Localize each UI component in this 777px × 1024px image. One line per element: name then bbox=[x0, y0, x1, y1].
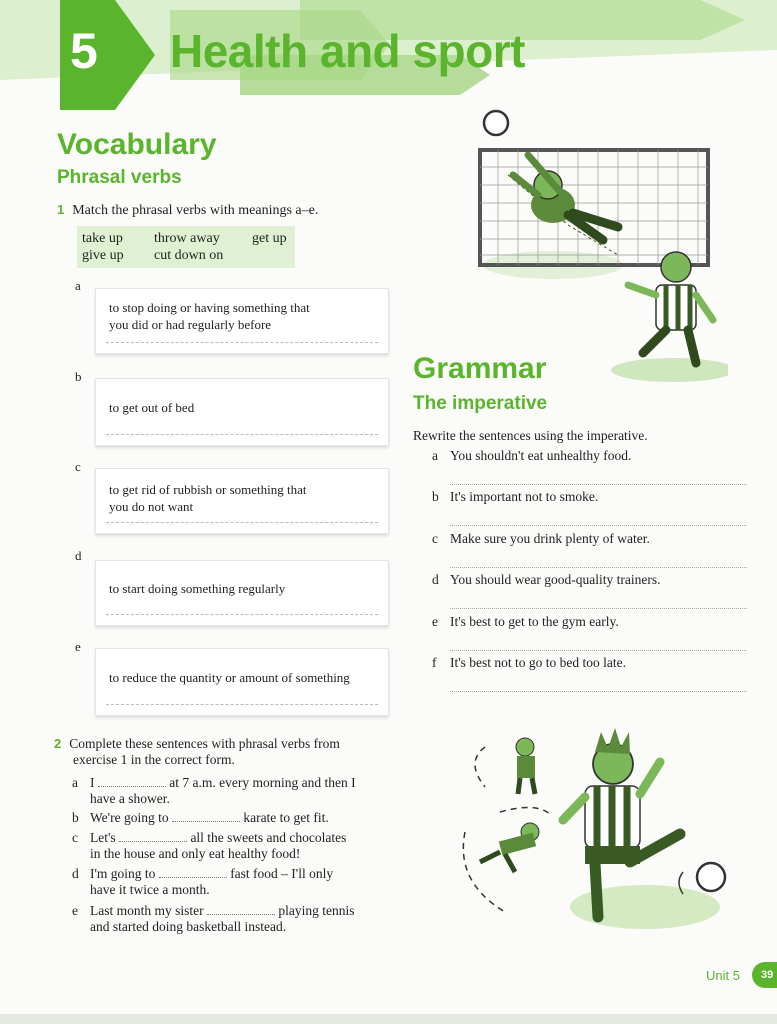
meaning-text: to get out of bed bbox=[109, 400, 195, 415]
grammar-heading: Grammar bbox=[413, 352, 547, 385]
grammar-item-b: b It's important not to smoke. bbox=[432, 489, 599, 504]
answer-line[interactable] bbox=[450, 525, 747, 526]
page-edge bbox=[0, 1014, 777, 1024]
grammar-item-d: d You should wear good-quality trainers. bbox=[432, 572, 661, 587]
answer-line[interactable] bbox=[450, 567, 747, 568]
grammar-instruction: Rewrite the sentences using the imperative. bbox=[413, 428, 648, 443]
meaning-card-a bbox=[95, 288, 389, 354]
fill-blank[interactable] bbox=[119, 841, 187, 842]
meaning-text: to stop doing or having something that you did or had regularly before bbox=[109, 300, 310, 332]
answer-line[interactable] bbox=[450, 608, 747, 609]
answer-line[interactable] bbox=[106, 614, 378, 615]
imperative-subheading: The imperative bbox=[413, 393, 548, 414]
answer-line[interactable] bbox=[106, 522, 378, 523]
item-letter: e bbox=[75, 639, 81, 654]
grammar-item-a: a You shouldn't eat unhealthy food. bbox=[432, 448, 632, 463]
exercise-1-instruction bbox=[57, 202, 318, 219]
answer-line[interactable] bbox=[450, 691, 747, 692]
exercise-number: 2 bbox=[54, 736, 62, 751]
fill-blank[interactable] bbox=[207, 914, 275, 915]
fill-blank[interactable] bbox=[159, 877, 227, 878]
meaning-card-c bbox=[95, 468, 389, 534]
grammar-item-f: f It's best not to go to bed too late. bbox=[432, 655, 627, 670]
meaning-card-b bbox=[95, 378, 389, 446]
footballer-kicking-ball-icon bbox=[445, 722, 735, 942]
fill-blank[interactable] bbox=[98, 786, 166, 787]
unit-label: Unit 5 bbox=[706, 968, 740, 983]
word-box bbox=[77, 226, 295, 268]
unit-title: Health and sport bbox=[170, 25, 525, 77]
meaning-text: to reduce the quantity or amount of something bbox=[109, 670, 350, 685]
meaning-card-d bbox=[95, 560, 389, 626]
meaning-card-e bbox=[95, 648, 389, 716]
word-box-item: cut down on bbox=[154, 248, 224, 263]
answer-line[interactable] bbox=[106, 342, 378, 343]
exercise-2-instruction: 2 Complete these sentences with phrasal verbs from exercise 1 in the correct form. bbox=[54, 736, 340, 767]
instruction-text: Match the phrasal verbs with meanings a–e. bbox=[72, 203, 319, 218]
answer-line[interactable] bbox=[450, 650, 747, 651]
item-letter: d bbox=[75, 548, 82, 563]
word-box-item: throw away bbox=[154, 231, 220, 246]
word-box-item: get up bbox=[252, 231, 287, 246]
meaning-text: to start doing something regularly bbox=[109, 581, 286, 596]
answer-line[interactable] bbox=[106, 434, 378, 435]
answer-line[interactable] bbox=[450, 484, 747, 485]
fill-blank[interactable] bbox=[172, 821, 240, 822]
vocabulary-heading: Vocabulary bbox=[57, 128, 217, 161]
item-letter: a bbox=[75, 278, 81, 293]
meaning-text: to get rid of rubbish or something that you do not want bbox=[109, 482, 307, 514]
page-number: 39 bbox=[752, 962, 777, 988]
exercise-number: 1 bbox=[57, 202, 65, 217]
phrasal-verbs-subheading: Phrasal verbs bbox=[57, 167, 182, 188]
grammar-item-c: c Make sure you drink plenty of water. bbox=[432, 531, 650, 546]
grammar-item-e: e It's best to get to the gym early. bbox=[432, 614, 619, 629]
word-box-item: give up bbox=[82, 248, 124, 263]
item-letter: c bbox=[75, 459, 81, 474]
goalkeeper-and-footballer-icon bbox=[468, 105, 728, 385]
item-letter: b bbox=[75, 369, 82, 384]
word-box-item: take up bbox=[82, 231, 123, 246]
unit-number: 5 bbox=[70, 23, 98, 79]
answer-line[interactable] bbox=[106, 704, 378, 705]
